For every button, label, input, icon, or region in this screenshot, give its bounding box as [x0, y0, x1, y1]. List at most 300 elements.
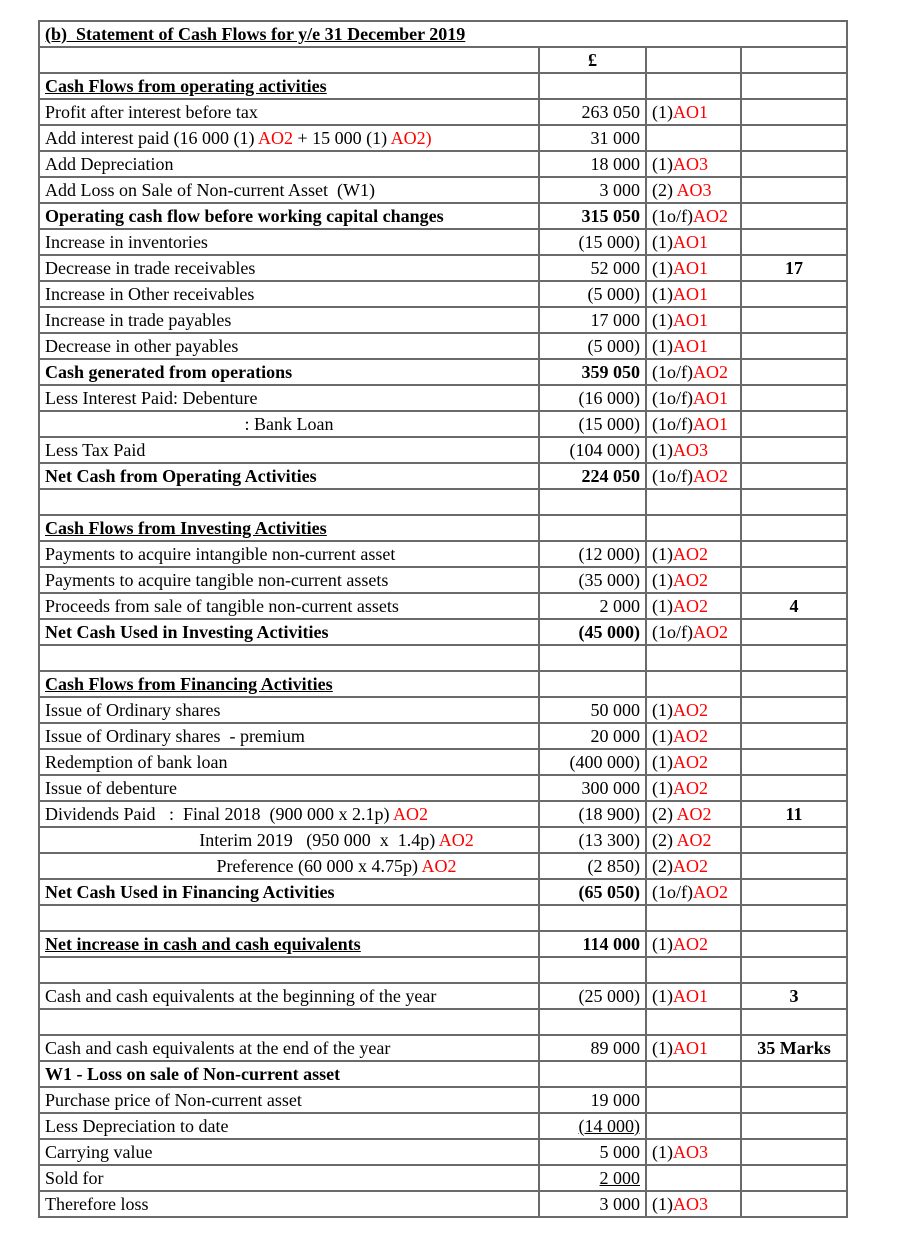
row-description-cell [39, 775, 539, 801]
table-row [39, 723, 847, 749]
row-mark-cell: 4 [741, 593, 847, 619]
row-note-cell [646, 411, 741, 437]
note-mark-count: (2) [652, 804, 677, 824]
row-note-cell [646, 775, 741, 801]
row-mark-cell [741, 723, 847, 749]
description-text: Issue of debenture [45, 778, 177, 798]
row-description-cell [39, 151, 539, 177]
note-mark-count: (1o/f) [652, 206, 693, 226]
row-mark-cell: 3 [741, 983, 847, 1009]
description-text: Increase in inventories [45, 232, 208, 252]
table-row [39, 853, 847, 879]
row-mark-cell [741, 281, 847, 307]
note-mark-count: (1) [652, 934, 673, 954]
row-amount-cell [539, 775, 646, 801]
description-text: Add Depreciation [45, 154, 174, 174]
amount-value: 263 050 [581, 102, 640, 122]
row-mark-cell [741, 151, 847, 177]
amount-value: 3 000 [599, 1194, 640, 1214]
row-description-cell [39, 99, 539, 125]
row-note-cell [646, 749, 741, 775]
row-note-cell [646, 983, 741, 1009]
row-mark-cell [741, 905, 847, 931]
row-amount-cell [539, 749, 646, 775]
note-ao-code: AO1 [692, 414, 728, 434]
row-description-cell [39, 47, 539, 73]
row-description-cell [39, 567, 539, 593]
row-amount-cell [539, 437, 646, 463]
row-amount-cell [539, 827, 646, 853]
row-note-cell [646, 99, 741, 125]
description-text: Proceeds from sale of tangible non-current assets [45, 596, 399, 616]
row-amount-cell [539, 645, 646, 671]
row-mark-cell [741, 177, 847, 203]
row-amount-cell [539, 281, 646, 307]
row-amount-cell [539, 385, 646, 411]
amount-value: 2 000 [599, 596, 640, 616]
row-description-cell [39, 801, 539, 827]
row-description-cell [39, 931, 539, 957]
row-mark-cell [741, 671, 847, 697]
note-ao-code: AO2 [692, 882, 728, 902]
row-note-cell [646, 1165, 741, 1191]
amount-value: 20 000 [590, 726, 640, 746]
row-amount-cell [539, 151, 646, 177]
row-amount-cell [539, 905, 646, 931]
note-mark-count: (1) [652, 986, 673, 1006]
description-text: Cash Flows from Investing Activities [45, 518, 327, 538]
row-description-cell [39, 1165, 539, 1191]
row-mark-cell [741, 489, 847, 515]
row-note-cell [646, 593, 741, 619]
annotation-code: AO2 [257, 128, 293, 148]
table-row [39, 489, 847, 515]
row-mark-cell [741, 541, 847, 567]
row-amount-cell [539, 697, 646, 723]
row-amount-cell [539, 99, 646, 125]
amount-value: (104 000) [569, 440, 640, 460]
table-row [39, 593, 847, 619]
note-ao-code: AO3 [676, 180, 712, 200]
row-description-cell [39, 1139, 539, 1165]
description-text: Cash and cash equivalents at the beginning of the year [45, 986, 437, 1006]
row-mark-cell [741, 1165, 847, 1191]
note-ao-code: AO1 [673, 258, 708, 278]
note-ao-code: AO2 [673, 752, 708, 772]
row-amount-cell [539, 177, 646, 203]
amount-value: (2 850) [587, 856, 640, 876]
note-ao-code: AO2 [692, 622, 728, 642]
table-row [39, 697, 847, 723]
row-description-cell [39, 489, 539, 515]
table-row [39, 463, 847, 489]
table-row [39, 879, 847, 905]
row-mark-cell: 35 Marks [741, 1035, 847, 1061]
note-ao-code: AO2 [673, 570, 708, 590]
row-mark-cell [741, 775, 847, 801]
table-row [39, 1061, 847, 1087]
description-text: W1 - Loss on sale of Non-current asset [45, 1064, 341, 1084]
table-row [39, 541, 847, 567]
table-row [39, 73, 847, 99]
description-text: Decrease in other payables [45, 336, 239, 356]
row-note-cell [646, 125, 741, 151]
amount-value: 3 000 [599, 180, 640, 200]
row-amount-cell [539, 983, 646, 1009]
amount-value: (14 000) [578, 1116, 640, 1136]
row-note-cell [646, 541, 741, 567]
table-row [39, 749, 847, 775]
row-amount-cell [539, 879, 646, 905]
cash-flow-table-body [39, 21, 847, 1217]
table-row [39, 1165, 847, 1191]
amount-value: (18 900) [578, 804, 640, 824]
table-row [39, 411, 847, 437]
row-description-cell [39, 983, 539, 1009]
row-amount-cell [539, 957, 646, 983]
table-row [39, 1113, 847, 1139]
row-mark-cell: 11 [741, 801, 847, 827]
amount-value: 18 000 [590, 154, 640, 174]
amount-value: (12 000) [578, 544, 640, 564]
note-mark-count: (1) [652, 778, 673, 798]
table-row [39, 801, 847, 827]
row-note-cell [646, 1139, 741, 1165]
table-row [39, 99, 847, 125]
row-description-cell [39, 827, 539, 853]
note-mark-count: (1o/f) [652, 414, 693, 434]
note-ao-code: AO2 [676, 830, 712, 850]
row-description-cell [39, 853, 539, 879]
description-text: Cash Flows from Financing Activities [45, 674, 333, 694]
row-amount-cell [539, 1165, 646, 1191]
description-text: Issue of Ordinary shares - premium [45, 726, 305, 746]
row-description-cell [39, 411, 539, 437]
description-text: Less Depreciation to date [45, 1116, 229, 1136]
amount-value: 2 000 [599, 1168, 640, 1188]
row-mark-cell [741, 463, 847, 489]
description-text: Net Cash Used in Investing Activities [45, 622, 329, 642]
description-text: + 15 000 (1) [292, 128, 391, 148]
row-description-cell [39, 359, 539, 385]
table-row [39, 255, 847, 281]
note-mark-count: (1) [652, 1142, 673, 1162]
amount-value: 52 000 [590, 258, 640, 278]
row-description-cell [39, 1191, 539, 1217]
row-amount-cell [539, 1191, 646, 1217]
row-mark-cell [741, 567, 847, 593]
row-note-cell [646, 333, 741, 359]
table-row [39, 775, 847, 801]
note-ao-code: AO2 [673, 856, 708, 876]
description-text: Operating cash flow before working capital changes [45, 206, 444, 226]
row-description-cell [39, 957, 539, 983]
table-row [39, 1139, 847, 1165]
note-ao-code: AO2 [673, 778, 708, 798]
row-mark-cell [741, 1009, 847, 1035]
row-mark-cell [741, 437, 847, 463]
table-row [39, 307, 847, 333]
row-note-cell [646, 229, 741, 255]
row-description-cell [39, 1009, 539, 1035]
row-amount-cell [539, 593, 646, 619]
row-description-cell [39, 255, 539, 281]
row-note-cell [646, 385, 741, 411]
row-note-cell [646, 697, 741, 723]
note-mark-count: (1) [652, 596, 673, 616]
description-text: Sold for [45, 1168, 104, 1188]
note-mark-count: (1) [652, 440, 673, 460]
amount-value: (15 000) [578, 232, 640, 252]
row-description-cell [39, 333, 539, 359]
note-mark-count: (1) [652, 102, 673, 122]
amount-value: 50 000 [590, 700, 640, 720]
row-mark-cell [741, 1061, 847, 1087]
table-row [39, 229, 847, 255]
amount-value: 89 000 [590, 1038, 640, 1058]
table-row [39, 281, 847, 307]
amount-value: (35 000) [578, 570, 640, 590]
note-ao-code: AO2 [673, 700, 708, 720]
table-row [39, 1009, 847, 1035]
note-ao-code: AO3 [673, 440, 708, 460]
row-note-cell [646, 827, 741, 853]
row-amount-cell [539, 801, 646, 827]
row-description-cell [39, 229, 539, 255]
note-mark-count: (1) [652, 544, 673, 564]
row-note-cell [646, 1191, 741, 1217]
row-mark-cell [741, 359, 847, 385]
row-mark-cell [741, 645, 847, 671]
note-mark-count: (1) [652, 1194, 673, 1214]
amount-value: 17 000 [590, 310, 640, 330]
row-description-cell [39, 645, 539, 671]
amount-value: 300 000 [581, 778, 640, 798]
row-description-cell [39, 671, 539, 697]
row-mark-cell [741, 125, 847, 151]
statement-title-text: (b) Statement of Cash Flows for y/e 31 December 2019 [45, 24, 466, 44]
row-description-cell [39, 1087, 539, 1113]
note-ao-code: AO3 [673, 154, 708, 174]
row-description-cell [39, 723, 539, 749]
description-text: Net increase in cash and cash equivalents [45, 934, 361, 954]
table-row [39, 1191, 847, 1217]
row-description-cell [39, 281, 539, 307]
amount-value: 19 000 [590, 1090, 640, 1110]
row-mark-cell [741, 931, 847, 957]
description-text: Cash generated from operations [45, 362, 293, 382]
note-ao-code: AO2 [673, 726, 708, 746]
table-row [39, 203, 847, 229]
row-amount-cell [539, 73, 646, 99]
note-ao-code: AO2 [676, 804, 712, 824]
note-mark-count: (1o/f) [652, 388, 693, 408]
description-text: Net Cash Used in Financing Activities [45, 882, 335, 902]
row-note-cell [646, 255, 741, 281]
row-mark-cell [741, 1139, 847, 1165]
annotation-code: AO2) [390, 128, 432, 148]
row-mark-cell [741, 333, 847, 359]
row-amount-cell [539, 567, 646, 593]
description-text: Preference (60 000 x 4.75p) [216, 856, 422, 876]
amount-value: (5 000) [587, 284, 640, 304]
table-row [39, 905, 847, 931]
description-text: Therefore loss [45, 1194, 149, 1214]
row-description-cell [39, 593, 539, 619]
table-row [39, 515, 847, 541]
row-mark-cell [741, 515, 847, 541]
amount-value: 114 000 [582, 934, 640, 954]
description-text: Cash Flows from operating activities [45, 76, 327, 96]
note-mark-count: (1o/f) [652, 622, 693, 642]
row-mark-cell [741, 1113, 847, 1139]
row-mark-cell [741, 385, 847, 411]
note-mark-count: (1) [652, 570, 673, 590]
row-mark-cell [741, 957, 847, 983]
row-description-cell [39, 515, 539, 541]
row-amount-cell [539, 47, 646, 73]
note-mark-count: (1o/f) [652, 882, 693, 902]
note-mark-count: (1) [652, 726, 673, 746]
amount-value: (400 000) [569, 752, 640, 772]
row-amount-cell [539, 619, 646, 645]
description-text: Carrying value [45, 1142, 153, 1162]
row-description-cell [39, 177, 539, 203]
note-ao-code: AO2 [692, 362, 728, 382]
row-amount-cell [539, 1113, 646, 1139]
description-text: Payments to acquire tangible non-current assets [45, 570, 389, 590]
row-note-cell [646, 957, 741, 983]
amount-value: 315 050 [581, 206, 640, 226]
note-ao-code: AO1 [673, 336, 708, 356]
row-mark-cell [741, 619, 847, 645]
description-text: Dividends Paid : Final 2018 (900 000 x 2.1p) [45, 804, 393, 824]
table-row [39, 359, 847, 385]
row-description-cell [39, 385, 539, 411]
row-mark-cell [741, 203, 847, 229]
description-text: Add Loss on Sale of Non-current Asset (W1) [45, 180, 375, 200]
row-description-cell [39, 1035, 539, 1061]
table-row [39, 567, 847, 593]
row-amount-cell [539, 229, 646, 255]
row-note-cell [646, 73, 741, 99]
row-amount-cell [539, 853, 646, 879]
row-mark-cell [741, 853, 847, 879]
row-note-cell [646, 515, 741, 541]
amount-value: (45 000) [578, 622, 640, 642]
row-amount-cell [539, 723, 646, 749]
row-note-cell [646, 47, 741, 73]
table-row [39, 827, 847, 853]
row-mark-cell [741, 1087, 847, 1113]
row-note-cell [646, 1061, 741, 1087]
description-text: Interim 2019 (950 000 x 1.4p) [199, 830, 439, 850]
amount-value: (5 000) [587, 336, 640, 356]
row-note-cell [646, 879, 741, 905]
note-ao-code: AO2 [673, 596, 708, 616]
description-text: Increase in Other receivables [45, 284, 255, 304]
description-text: Purchase price of Non-current asset [45, 1090, 302, 1110]
row-description-cell [39, 619, 539, 645]
table-row [39, 177, 847, 203]
row-description-cell [39, 905, 539, 931]
row-note-cell [646, 463, 741, 489]
row-amount-cell [539, 489, 646, 515]
note-ao-code: AO1 [673, 986, 708, 1006]
row-note-cell [646, 359, 741, 385]
description-text: Decrease in trade receivables [45, 258, 256, 278]
row-note-cell [646, 177, 741, 203]
description-text: Net Cash from Operating Activities [45, 466, 317, 486]
row-mark-cell: 17 [741, 255, 847, 281]
amount-value: (13 300) [578, 830, 640, 850]
table-row [39, 931, 847, 957]
row-note-cell [646, 567, 741, 593]
row-description-cell [39, 463, 539, 489]
note-mark-count: (1) [652, 336, 673, 356]
row-mark-cell [741, 307, 847, 333]
description-text: Redemption of bank loan [45, 752, 228, 772]
amount-value: 5 000 [599, 1142, 640, 1162]
row-amount-cell [539, 333, 646, 359]
row-amount-cell [539, 411, 646, 437]
row-mark-cell [741, 411, 847, 437]
description-text: Less Tax Paid [45, 440, 146, 460]
table-row [39, 125, 847, 151]
row-mark-cell [741, 47, 847, 73]
note-mark-count: (1) [652, 752, 673, 772]
note-ao-code: AO3 [673, 1142, 708, 1162]
row-amount-cell [539, 463, 646, 489]
description-text: Payments to acquire intangible non-current asset [45, 544, 396, 564]
row-mark-cell [741, 827, 847, 853]
table-row [39, 957, 847, 983]
row-note-cell [646, 905, 741, 931]
row-amount-cell [539, 307, 646, 333]
row-mark-cell [741, 99, 847, 125]
row-note-cell [646, 307, 741, 333]
table-row [39, 437, 847, 463]
row-note-cell [646, 281, 741, 307]
annotation-code: AO2 [393, 804, 428, 824]
note-ao-code: AO2 [692, 206, 728, 226]
row-note-cell [646, 619, 741, 645]
row-description-cell [39, 73, 539, 99]
description-text: Cash and cash equivalents at the end of the year [45, 1038, 391, 1058]
row-note-cell [646, 645, 741, 671]
row-mark-cell [741, 697, 847, 723]
description-text: Increase in trade payables [45, 310, 232, 330]
amount-value: (25 000) [578, 986, 640, 1006]
amount-value: 31 000 [590, 128, 640, 148]
row-description-cell [39, 1113, 539, 1139]
row-amount-cell [539, 1087, 646, 1113]
table-row [39, 333, 847, 359]
note-mark-count: (1) [652, 310, 673, 330]
row-note-cell [646, 151, 741, 177]
row-amount-cell [539, 515, 646, 541]
row-amount-cell [539, 931, 646, 957]
row-amount-cell [539, 671, 646, 697]
row-description-cell [39, 697, 539, 723]
note-mark-count: (2) [652, 856, 673, 876]
note-ao-code: AO1 [673, 102, 708, 122]
amount-value: £ [588, 50, 597, 70]
note-mark-count: (1o/f) [652, 466, 693, 486]
row-description-cell [39, 125, 539, 151]
amount-value: (15 000) [578, 414, 640, 434]
row-mark-cell [741, 1191, 847, 1217]
